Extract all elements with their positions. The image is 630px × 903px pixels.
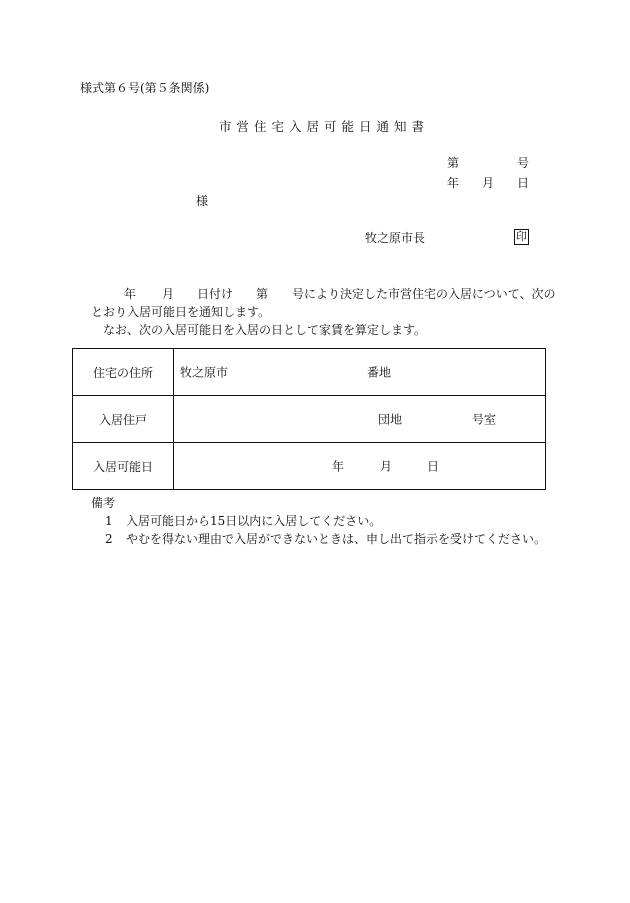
info-table (72, 348, 546, 490)
row-value-address (174, 349, 546, 396)
date-day: 日 (427, 459, 440, 474)
table-row (73, 396, 546, 443)
row-value-date (174, 443, 546, 490)
sender-name: 牧之原市長 (365, 231, 426, 245)
body-line3: なお、次の入居可能日を入居の日として家賃を算定します。 (103, 323, 427, 337)
note-1-text: 入居可能日から15日以内に入居してください。 (126, 514, 382, 528)
doc-date-year: 年 (447, 176, 460, 190)
doc-number-prefix: 第 (447, 156, 460, 170)
document-title: 市営住宅入居可能日通知書 (219, 119, 430, 134)
seal-mark (514, 229, 529, 245)
address-city: 牧之原市 (180, 365, 229, 380)
body-no-prefix: 第 (256, 287, 269, 301)
unit-goshitsu: 号室 (472, 412, 497, 427)
body-line2: とおり入居可能日を通知します。 (91, 305, 271, 319)
addressee-suffix: 様 (196, 194, 209, 208)
doc-date-month: 月 (482, 176, 495, 190)
row-label-unit: 入居住戸 (73, 396, 174, 443)
row-label-date: 入居可能日 (73, 443, 174, 490)
date-year: 年 (332, 459, 345, 474)
doc-date-day: 日 (517, 176, 530, 190)
body-month: 月 (162, 287, 175, 301)
notes-heading: 備考 (91, 496, 116, 510)
table-row (73, 443, 546, 490)
note-1-number: 1 (105, 514, 113, 528)
note-2-number: 2 (105, 532, 113, 546)
form-number: 様式第６号(第５条関係) (80, 81, 210, 95)
address-banchi: 番地 (367, 365, 392, 380)
note-2-text: やむを得ない理由で入居ができないときは、申し出て指示を受けてください。 (126, 532, 547, 546)
unit-danchi: 団地 (378, 412, 403, 427)
body-dated: 日付け (197, 287, 234, 301)
doc-number-suffix: 号 (517, 156, 530, 170)
table-row (73, 349, 546, 396)
seal-text: 印 (516, 230, 527, 243)
date-month: 月 (380, 459, 393, 474)
body-line1-text: 号により決定した市営住宅の入居について、次の (292, 287, 556, 301)
row-value-unit (174, 396, 546, 443)
body-year: 年 (124, 287, 137, 301)
row-label-address: 住宅の住所 (73, 349, 174, 396)
